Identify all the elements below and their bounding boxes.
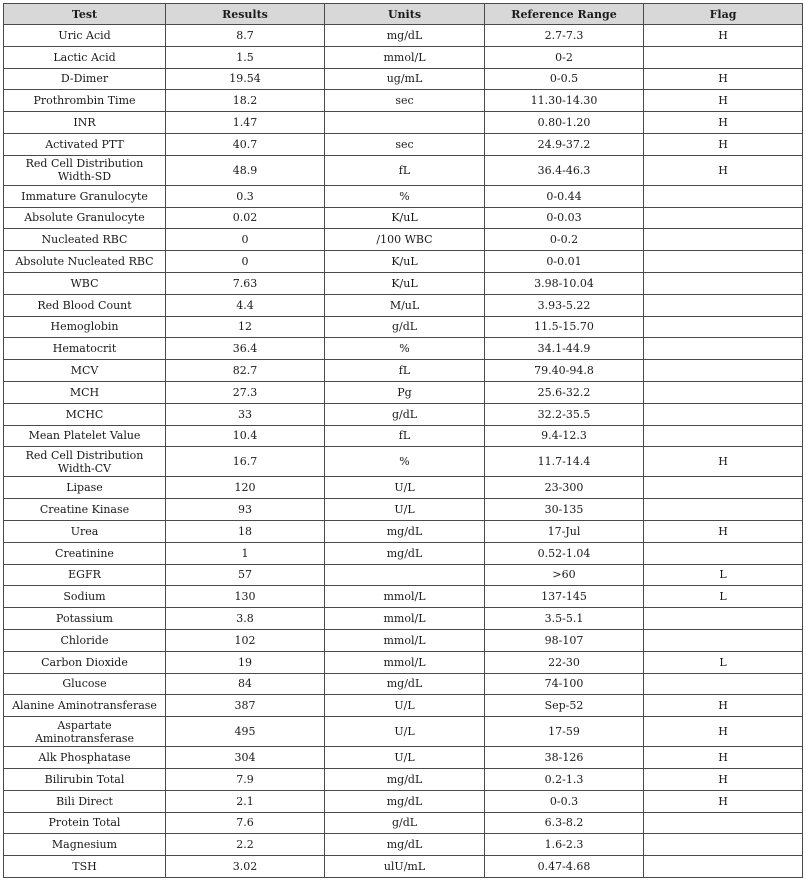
cell-units: mg/dL <box>325 790 485 812</box>
cell-reference-range: 0-0.5 <box>485 68 644 90</box>
cell-test: D-Dimer <box>4 68 166 90</box>
cell-test: Absolute Nucleated RBC <box>4 251 166 273</box>
table-row <box>4 564 803 586</box>
table-row <box>4 747 803 769</box>
cell-reference-range: 32.2-35.5 <box>485 403 644 425</box>
header-reference-range: Reference Range <box>485 4 644 25</box>
cell-reference-range: 11.30-14.30 <box>485 90 644 112</box>
table-row <box>4 207 803 229</box>
cell-result: 18.2 <box>166 90 325 112</box>
cell-test: Creatinine <box>4 542 166 564</box>
cell-result: 1 <box>166 542 325 564</box>
cell-reference-range: 25.6-32.2 <box>485 381 644 403</box>
table-body <box>4 25 803 878</box>
cell-units: mg/dL <box>325 768 485 790</box>
cell-reference-range: 0.2-1.3 <box>485 768 644 790</box>
cell-flag: H <box>644 790 803 812</box>
cell-test: Bili Direct <box>4 790 166 812</box>
header-flag: Flag <box>644 4 803 25</box>
cell-units <box>325 112 485 134</box>
cell-test: Red Blood Count <box>4 294 166 316</box>
cell-units: g/dL <box>325 403 485 425</box>
cell-units: ulU/mL <box>325 856 485 878</box>
table-row <box>4 112 803 134</box>
cell-flag: H <box>644 747 803 769</box>
cell-result: 19.54 <box>166 68 325 90</box>
table-row <box>4 608 803 630</box>
cell-result: 130 <box>166 586 325 608</box>
cell-flag: H <box>644 768 803 790</box>
cell-flag <box>644 499 803 521</box>
table-row <box>4 695 803 717</box>
cell-flag <box>644 403 803 425</box>
cell-units: K/uL <box>325 272 485 294</box>
cell-units <box>325 564 485 586</box>
cell-flag: L <box>644 651 803 673</box>
cell-flag <box>644 477 803 499</box>
cell-result: 7.6 <box>166 812 325 834</box>
table-row <box>4 68 803 90</box>
cell-units: K/uL <box>325 251 485 273</box>
cell-test: Chloride <box>4 629 166 651</box>
cell-flag <box>644 338 803 360</box>
cell-units: U/L <box>325 747 485 769</box>
cell-reference-range: 0-0.03 <box>485 207 644 229</box>
cell-reference-range: Sep-52 <box>485 695 644 717</box>
table-row <box>4 629 803 651</box>
cell-result: 120 <box>166 477 325 499</box>
cell-result: 304 <box>166 747 325 769</box>
table-row <box>4 403 803 425</box>
cell-units: % <box>325 185 485 207</box>
table-row <box>4 338 803 360</box>
cell-flag: H <box>644 695 803 717</box>
table-row <box>4 520 803 542</box>
table-row <box>4 651 803 673</box>
cell-test: TSH <box>4 856 166 878</box>
cell-units: /100 WBC <box>325 229 485 251</box>
cell-test: Magnesium <box>4 834 166 856</box>
cell-flag <box>644 316 803 338</box>
cell-test: Sodium <box>4 586 166 608</box>
cell-test: Alk Phosphatase <box>4 747 166 769</box>
cell-result: 0.3 <box>166 185 325 207</box>
table-header-row <box>4 4 803 25</box>
cell-test: Protein Total <box>4 812 166 834</box>
cell-units: mmol/L <box>325 46 485 68</box>
cell-units: mg/dL <box>325 542 485 564</box>
cell-flag <box>644 673 803 695</box>
cell-reference-range: 0-0.01 <box>485 251 644 273</box>
cell-result: 82.7 <box>166 360 325 382</box>
cell-test: WBC <box>4 272 166 294</box>
table-row <box>4 447 803 477</box>
cell-result: 2.1 <box>166 790 325 812</box>
cell-units: fL <box>325 155 485 185</box>
cell-flag: H <box>644 25 803 47</box>
cell-units: fL <box>325 360 485 382</box>
cell-result: 93 <box>166 499 325 521</box>
cell-reference-range: 3.5-5.1 <box>485 608 644 630</box>
cell-test: Hemoglobin <box>4 316 166 338</box>
cell-result: 0.02 <box>166 207 325 229</box>
cell-units: g/dL <box>325 812 485 834</box>
cell-flag: H <box>644 447 803 477</box>
table-row <box>4 251 803 273</box>
cell-flag <box>644 207 803 229</box>
cell-result: 495 <box>166 717 325 747</box>
cell-units: fL <box>325 425 485 447</box>
cell-flag <box>644 834 803 856</box>
cell-reference-range: 0-0.44 <box>485 185 644 207</box>
cell-flag <box>644 360 803 382</box>
cell-reference-range: 0.80-1.20 <box>485 112 644 134</box>
cell-flag <box>644 46 803 68</box>
cell-result: 33 <box>166 403 325 425</box>
cell-units: ug/mL <box>325 68 485 90</box>
cell-units: mg/dL <box>325 673 485 695</box>
cell-flag: L <box>644 564 803 586</box>
cell-reference-range: 2.7-7.3 <box>485 25 644 47</box>
cell-result: 387 <box>166 695 325 717</box>
cell-result: 27.3 <box>166 381 325 403</box>
cell-flag <box>644 542 803 564</box>
cell-test: Red Cell Distribution Width-CV <box>4 447 166 477</box>
cell-result: 19 <box>166 651 325 673</box>
cell-flag <box>644 272 803 294</box>
cell-reference-range: 0-0.2 <box>485 229 644 251</box>
cell-result: 36.4 <box>166 338 325 360</box>
cell-reference-range: 30-135 <box>485 499 644 521</box>
cell-test: Hematocrit <box>4 338 166 360</box>
cell-reference-range: 0-2 <box>485 46 644 68</box>
cell-flag <box>644 856 803 878</box>
cell-result: 10.4 <box>166 425 325 447</box>
cell-result: 2.2 <box>166 834 325 856</box>
cell-flag: L <box>644 586 803 608</box>
cell-reference-range: 1.6-2.3 <box>485 834 644 856</box>
cell-units: % <box>325 447 485 477</box>
cell-units: mmol/L <box>325 608 485 630</box>
table-row <box>4 272 803 294</box>
cell-units: Pg <box>325 381 485 403</box>
cell-units: U/L <box>325 477 485 499</box>
table-row <box>4 229 803 251</box>
cell-units: U/L <box>325 695 485 717</box>
cell-test: Immature Granulocyte <box>4 185 166 207</box>
cell-test: Carbon Dioxide <box>4 651 166 673</box>
cell-result: 18 <box>166 520 325 542</box>
cell-test: Lactic Acid <box>4 46 166 68</box>
cell-reference-range: 0.52-1.04 <box>485 542 644 564</box>
table-row <box>4 90 803 112</box>
cell-test: Prothrombin Time <box>4 90 166 112</box>
cell-test: Creatine Kinase <box>4 499 166 521</box>
cell-flag <box>644 185 803 207</box>
lab-results-table <box>3 3 803 878</box>
cell-reference-range: 34.1-44.9 <box>485 338 644 360</box>
table-row <box>4 717 803 747</box>
cell-reference-range: 36.4-46.3 <box>485 155 644 185</box>
table-row <box>4 155 803 185</box>
cell-reference-range: >60 <box>485 564 644 586</box>
cell-result: 1.47 <box>166 112 325 134</box>
cell-flag <box>644 629 803 651</box>
table-row <box>4 542 803 564</box>
table-row <box>4 586 803 608</box>
cell-test: INR <box>4 112 166 134</box>
cell-reference-range: 24.9-37.2 <box>485 133 644 155</box>
cell-units: sec <box>325 90 485 112</box>
cell-test: Mean Platelet Value <box>4 425 166 447</box>
cell-flag: H <box>644 520 803 542</box>
cell-flag: H <box>644 68 803 90</box>
cell-result: 3.8 <box>166 608 325 630</box>
cell-reference-range: 38-126 <box>485 747 644 769</box>
cell-units: mmol/L <box>325 651 485 673</box>
cell-reference-range: 3.98-10.04 <box>485 272 644 294</box>
table-row <box>4 673 803 695</box>
cell-reference-range: 9.4-12.3 <box>485 425 644 447</box>
cell-result: 84 <box>166 673 325 695</box>
cell-reference-range: 22-30 <box>485 651 644 673</box>
cell-reference-range: 23-300 <box>485 477 644 499</box>
cell-result: 7.9 <box>166 768 325 790</box>
table-row <box>4 381 803 403</box>
cell-reference-range: 79.40-94.8 <box>485 360 644 382</box>
cell-result: 4.4 <box>166 294 325 316</box>
cell-reference-range: 17-Jul <box>485 520 644 542</box>
table-row <box>4 834 803 856</box>
table-row <box>4 790 803 812</box>
cell-result: 8.7 <box>166 25 325 47</box>
table-row <box>4 316 803 338</box>
cell-test: MCH <box>4 381 166 403</box>
cell-units: U/L <box>325 499 485 521</box>
cell-units: % <box>325 338 485 360</box>
cell-test: Activated PTT <box>4 133 166 155</box>
cell-units: mg/dL <box>325 25 485 47</box>
cell-units: K/uL <box>325 207 485 229</box>
cell-result: 3.02 <box>166 856 325 878</box>
table-row <box>4 812 803 834</box>
cell-result: 16.7 <box>166 447 325 477</box>
cell-test: MCV <box>4 360 166 382</box>
cell-test: Red Cell Distribution Width-SD <box>4 155 166 185</box>
cell-test: Alanine Aminotransferase <box>4 695 166 717</box>
cell-flag: H <box>644 112 803 134</box>
table-row <box>4 185 803 207</box>
cell-units: mmol/L <box>325 629 485 651</box>
cell-reference-range: 17-59 <box>485 717 644 747</box>
cell-reference-range: 137-145 <box>485 586 644 608</box>
cell-flag <box>644 608 803 630</box>
table-row <box>4 856 803 878</box>
cell-result: 57 <box>166 564 325 586</box>
cell-flag: H <box>644 90 803 112</box>
cell-result: 7.63 <box>166 272 325 294</box>
cell-units: mmol/L <box>325 586 485 608</box>
cell-units: U/L <box>325 717 485 747</box>
cell-test: Absolute Granulocyte <box>4 207 166 229</box>
cell-reference-range: 0-0.3 <box>485 790 644 812</box>
cell-test: MCHC <box>4 403 166 425</box>
cell-units: sec <box>325 133 485 155</box>
cell-flag <box>644 294 803 316</box>
cell-flag <box>644 381 803 403</box>
cell-flag: H <box>644 717 803 747</box>
cell-units: g/dL <box>325 316 485 338</box>
table-row <box>4 360 803 382</box>
cell-test: Lipase <box>4 477 166 499</box>
cell-result: 1.5 <box>166 46 325 68</box>
cell-reference-range: 11.5-15.70 <box>485 316 644 338</box>
header-results: Results <box>166 4 325 25</box>
cell-test: Urea <box>4 520 166 542</box>
cell-reference-range: 3.93-5.22 <box>485 294 644 316</box>
cell-units: mg/dL <box>325 520 485 542</box>
table-row <box>4 294 803 316</box>
cell-reference-range: 74-100 <box>485 673 644 695</box>
cell-test: EGFR <box>4 564 166 586</box>
cell-flag: H <box>644 133 803 155</box>
cell-flag <box>644 812 803 834</box>
cell-result: 0 <box>166 251 325 273</box>
table-row <box>4 133 803 155</box>
table-row <box>4 499 803 521</box>
cell-reference-range: 98-107 <box>485 629 644 651</box>
cell-result: 102 <box>166 629 325 651</box>
cell-result: 12 <box>166 316 325 338</box>
cell-result: 48.9 <box>166 155 325 185</box>
cell-units: M/uL <box>325 294 485 316</box>
cell-test: Potassium <box>4 608 166 630</box>
cell-reference-range: 6.3-8.2 <box>485 812 644 834</box>
cell-flag <box>644 425 803 447</box>
cell-test: Aspartate Aminotransferase <box>4 717 166 747</box>
table-row <box>4 768 803 790</box>
cell-reference-range: 11.7-14.4 <box>485 447 644 477</box>
cell-test: Glucose <box>4 673 166 695</box>
cell-test: Nucleated RBC <box>4 229 166 251</box>
cell-flag <box>644 251 803 273</box>
cell-flag: H <box>644 155 803 185</box>
table-row <box>4 46 803 68</box>
cell-test: Uric Acid <box>4 25 166 47</box>
cell-result: 40.7 <box>166 133 325 155</box>
cell-units: mg/dL <box>325 834 485 856</box>
cell-test: Bilirubin Total <box>4 768 166 790</box>
cell-flag <box>644 229 803 251</box>
cell-reference-range: 0.47-4.68 <box>485 856 644 878</box>
cell-result: 0 <box>166 229 325 251</box>
table-row <box>4 425 803 447</box>
header-test: Test <box>4 4 166 25</box>
header-units: Units <box>325 4 485 25</box>
table-row <box>4 25 803 47</box>
table-row <box>4 477 803 499</box>
